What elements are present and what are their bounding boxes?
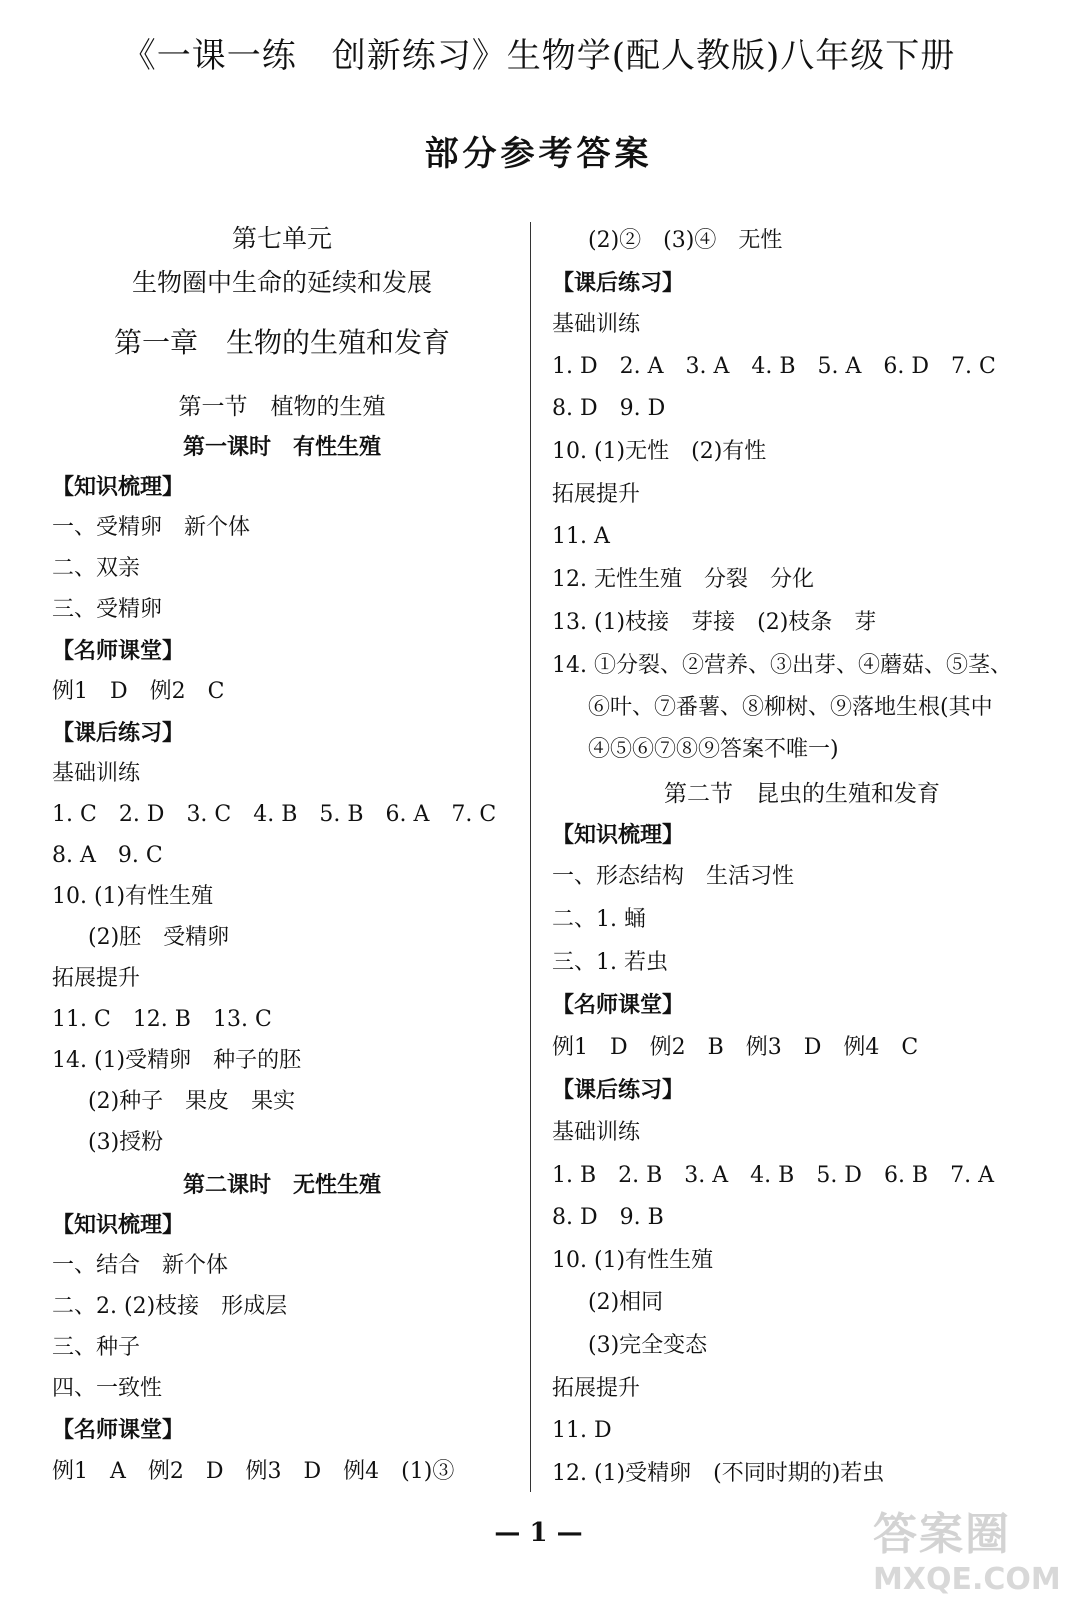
section-label: 【知识梳理】: [552, 822, 685, 848]
answer-line: 三、1. 若虫: [552, 950, 668, 975]
answer-line: 10. (1)有性生殖: [552, 1248, 714, 1273]
answer-line: 例1 A 例2 D 例3 D 例4 (1)③: [52, 1459, 455, 1484]
unit-name: 生物圈中生命的延续和发展: [131, 268, 432, 297]
section-heading: 第二节 昆虫的生殖和发育: [664, 781, 940, 807]
book-title: 《一课一练 创新练习》生物学(配人教版)八年级下册: [121, 36, 956, 76]
answer-line: 11. C 12. B 13. C: [52, 1007, 272, 1032]
answer-line: 例1 D 例2 B 例3 D 例4 C: [552, 1035, 919, 1060]
answer-line: 二、2. (2)枝接 形成层: [52, 1294, 288, 1319]
answer-line: (2)② (3)④ 无性: [588, 228, 783, 253]
chapter-heading: 第一章 生物的生殖和发育: [113, 326, 450, 359]
answer-line: (2)种子 果皮 果实: [88, 1089, 296, 1114]
subsection-label: 基础训练: [52, 761, 141, 786]
section-label: 【课后练习】: [552, 270, 685, 296]
subsection-label: 基础训练: [552, 312, 641, 337]
answer-line: 二、双亲: [52, 556, 141, 581]
answer-line: 一、受精卵 新个体: [52, 515, 251, 540]
answer-line: ⑥叶、⑦番薯、⑧柳树、⑨落地生根(其中: [588, 695, 993, 720]
section-label: 【课后练习】: [552, 1077, 685, 1103]
answer-line: 11. A: [552, 524, 610, 549]
answer-line: 一、结合 新个体: [52, 1253, 229, 1278]
answers-title: 部分参考答案: [424, 134, 653, 174]
section-label: 【课后练习】: [52, 720, 185, 746]
answer-line: (2)相同: [588, 1290, 664, 1315]
section-label: 【知识梳理】: [52, 1212, 185, 1238]
subsection-label: 拓展提升: [552, 482, 641, 507]
lesson-heading: 第二课时 无性生殖: [182, 1172, 381, 1198]
answer-line: 14. ①分裂、②营养、③出芽、④蘑菇、⑤茎、: [552, 653, 1012, 678]
answer-line: 二、1. 蛹: [552, 907, 646, 932]
watermark-url: MXQE.COM: [873, 1562, 1061, 1597]
subsection-label: 基础训练: [552, 1120, 641, 1145]
answer-line: 8. D 9. B: [552, 1205, 664, 1230]
answer-line: (3)完全变态: [588, 1333, 708, 1358]
answer-line: 10. (1)无性 (2)有性: [552, 439, 767, 464]
answer-line: 三、种子: [52, 1335, 141, 1360]
section-label: 【名师课堂】: [52, 638, 185, 664]
answer-line: (3)授粉: [88, 1130, 164, 1155]
watermark: [869, 1506, 1069, 1596]
answer-line: 8. A 9. C: [52, 843, 163, 868]
answer-line: 四、一致性: [52, 1376, 163, 1401]
answer-line: 13. (1)枝接 芽接 (2)枝条 芽: [552, 610, 877, 635]
subsection-label: 拓展提升: [552, 1376, 641, 1401]
answer-line: 10. (1)有性生殖: [52, 884, 214, 909]
answer-line: 1. D 2. A 3. A 4. B 5. A 6. D 7. C: [552, 354, 996, 379]
section-heading: 第一节 植物的生殖: [178, 394, 386, 420]
answer-line: 三、受精卵: [52, 597, 163, 622]
answer-line: ④⑤⑥⑦⑧⑨答案不唯一): [588, 737, 839, 762]
watermark-logo-icon: 答案圈: [873, 1509, 1011, 1560]
answer-line: 8. D 9. D: [552, 396, 666, 421]
answer-line: 12. 无性生殖 分裂 分化: [552, 567, 814, 592]
answer-line: (2)胚 受精卵: [88, 925, 230, 950]
section-label: 【名师课堂】: [52, 1417, 185, 1443]
unit-heading: 第七单元: [231, 224, 332, 253]
answer-line: 1. B 2. B 3. A 4. B 5. D 6. B 7. A: [552, 1163, 994, 1188]
section-label: 【名师课堂】: [552, 992, 685, 1018]
lesson-heading: 第一课时 有性生殖: [182, 434, 381, 460]
answer-line: 1. C 2. D 3. C 4. B 5. B 6. A 7. C: [52, 802, 497, 827]
answer-line: 一、形态结构 生活习性: [552, 864, 795, 889]
subsection-label: 拓展提升: [52, 966, 141, 991]
answer-line: 14. (1)受精卵 种子的胚: [52, 1048, 302, 1073]
answer-line: 11. D: [552, 1418, 612, 1443]
column-divider: [530, 222, 531, 1492]
section-label: 【知识梳理】: [52, 474, 185, 500]
answer-line: 12. (1)受精卵 (不同时期的)若虫: [552, 1461, 885, 1486]
page-number: — 1 —: [494, 1518, 583, 1548]
answer-line: 例1 D 例2 C: [52, 679, 225, 704]
